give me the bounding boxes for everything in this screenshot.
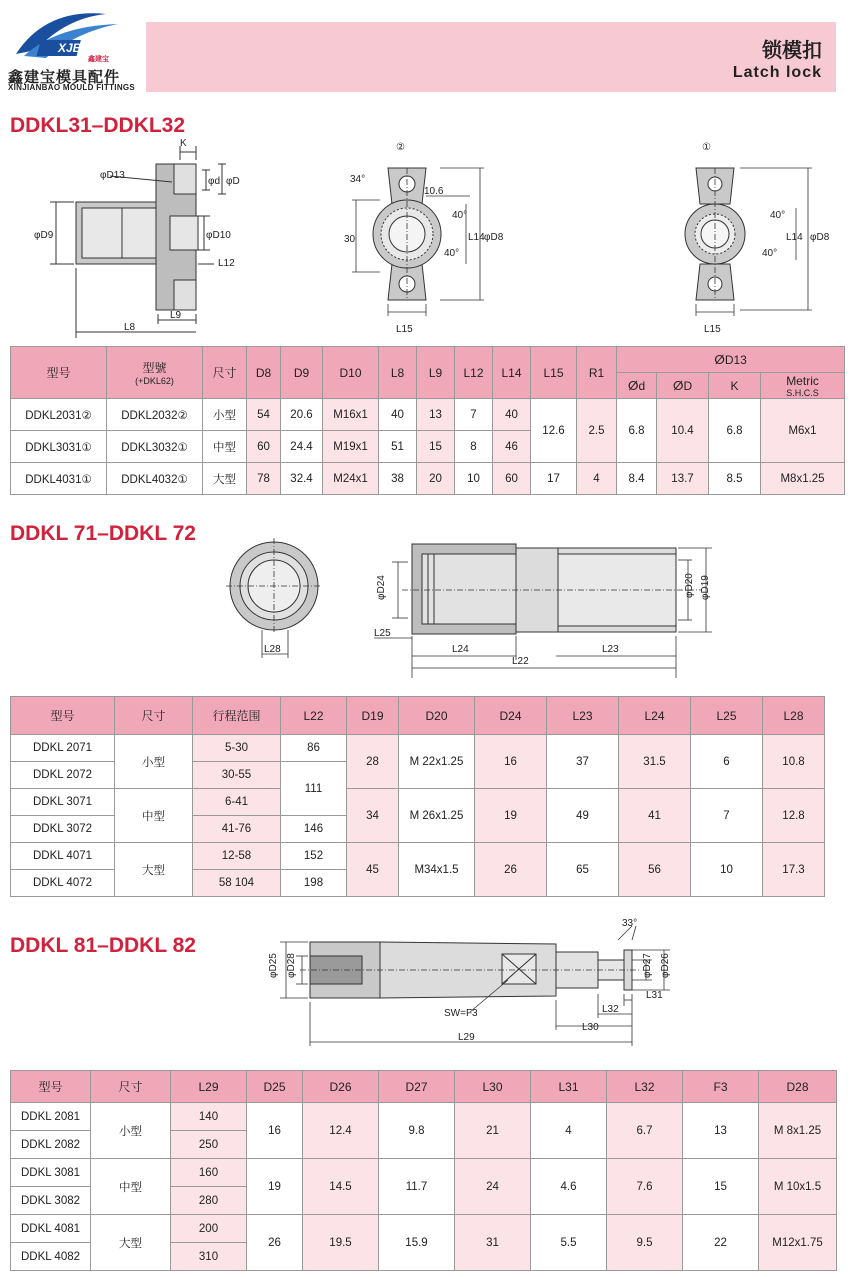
- cell-cD: 10.4: [657, 399, 709, 463]
- fig-label-l24: L24: [452, 644, 469, 655]
- th-d19: D19: [347, 697, 399, 735]
- cell-d26: 14.5: [303, 1159, 379, 1215]
- fig-label-angle-40a: 40°: [452, 210, 468, 221]
- fig-label-angle-40b: 40°: [444, 248, 460, 259]
- cell-d24: 16: [475, 735, 547, 789]
- cell-model-2: DDKL4032①: [107, 463, 203, 495]
- fig-label-l25: L25: [374, 628, 391, 639]
- fig-label-d28: φD28: [286, 953, 297, 978]
- table-row: [11, 789, 825, 816]
- cell-range: 12-58: [193, 843, 281, 870]
- section1-title: DDKL31–DDKL32: [10, 114, 186, 137]
- th-d26: D26: [303, 1071, 379, 1103]
- page-title-cn: 锁模扣: [762, 38, 822, 62]
- cell-size: 小型: [203, 399, 247, 431]
- cell-d10: M16x1: [323, 399, 379, 431]
- cell-d20: M34x1.5: [399, 843, 475, 897]
- cell-model: DDKL 4081: [11, 1215, 91, 1243]
- th-model-2-sub: (+DKL62): [135, 376, 174, 386]
- cell-d28: M 10x1.5: [759, 1159, 837, 1215]
- cell-range: 58 104: [193, 870, 281, 897]
- cell-d19: 28: [347, 735, 399, 789]
- cell-l25: 7: [691, 789, 763, 843]
- cell-l12: 7: [455, 399, 493, 431]
- sec1-side-view: [30, 138, 280, 338]
- fig-label-d8: φD8: [484, 232, 504, 243]
- fig-label-d27: φD27: [642, 953, 653, 978]
- logo-mark: XJB: [58, 41, 82, 55]
- th-d24: D24: [475, 697, 547, 735]
- cell-metric: M6x1: [761, 399, 845, 463]
- cell-d19: 45: [347, 843, 399, 897]
- section2-title: DDKL 71–DDKL 72: [10, 522, 196, 545]
- fig-label-circle2: ②: [396, 142, 405, 153]
- page-header: [0, 0, 850, 100]
- cell-r1: 4: [577, 463, 617, 495]
- th-d8: D8: [247, 347, 281, 399]
- cell-model: DDKL 3071: [11, 789, 115, 816]
- cell-l24: 31.5: [619, 735, 691, 789]
- cell-l8: 38: [379, 463, 417, 495]
- cell-model: DDKL 3082: [11, 1187, 91, 1215]
- th-d20: D20: [399, 697, 475, 735]
- fig-label-angle-40c: 40°: [770, 210, 786, 221]
- th-l25: L25: [691, 697, 763, 735]
- cell-l9: 15: [417, 431, 455, 463]
- cell-d26: 12.4: [303, 1103, 379, 1159]
- cell-l25: 6: [691, 735, 763, 789]
- cell-d20: M 22x1.25: [399, 735, 475, 789]
- th-k: K: [709, 373, 761, 399]
- th-size: 尺寸: [115, 697, 193, 735]
- fig-label-l31: L31: [646, 990, 663, 1001]
- cell-size: 小型: [91, 1103, 171, 1159]
- cell-f3: 22: [683, 1215, 759, 1271]
- th-l23: L23: [547, 697, 619, 735]
- cell-model: DDKL3031①: [11, 431, 107, 463]
- fig-label-d-big: φD: [226, 176, 240, 187]
- cell-l30: 31: [455, 1215, 531, 1271]
- logo-small-text: 鑫建宝: [88, 55, 109, 63]
- fig-label-l12: L12: [218, 258, 235, 269]
- cell-l29: 140: [171, 1103, 247, 1131]
- fig-label-d20: φD20: [684, 573, 695, 598]
- cell-model: DDKL 2082: [11, 1131, 91, 1159]
- fig-label-angle-33: 33°: [622, 918, 638, 929]
- cell-l29: 160: [171, 1159, 247, 1187]
- th-metric-text: Metric: [786, 373, 819, 388]
- cell-l12: 10: [455, 463, 493, 495]
- cell-size: 大型: [115, 843, 193, 897]
- cell-d28: M12x1.75: [759, 1215, 837, 1271]
- cell-k: 6.8: [709, 399, 761, 463]
- fig-label-d9: φD9: [34, 230, 54, 241]
- sec1-flange-view-1: [650, 132, 830, 340]
- cell-l14: 60: [493, 463, 531, 495]
- cell-l14: 40: [493, 399, 531, 431]
- cell-model: DDKL 2081: [11, 1103, 91, 1131]
- th-cd13: ⵁD13: [617, 347, 845, 373]
- cell-size: 中型: [203, 431, 247, 463]
- cell-l23: 65: [547, 843, 619, 897]
- title-banner: [146, 22, 836, 92]
- cell-l32: 9.5: [607, 1215, 683, 1271]
- cell-l22: 86: [281, 735, 347, 762]
- fig-label-l30: L30: [582, 1022, 599, 1033]
- th-d9: D9: [281, 347, 323, 399]
- th-l14: L14: [493, 347, 531, 399]
- cell-model: DDKL 4072: [11, 870, 115, 897]
- cell-size: 中型: [91, 1159, 171, 1215]
- cell-d9: 20.6: [281, 399, 323, 431]
- cell-l22: 111: [281, 762, 347, 816]
- cell-model: DDKL 4082: [11, 1243, 91, 1271]
- fig-label-d13: φD13: [100, 170, 125, 181]
- fig-label-d8-b: φD8: [810, 232, 830, 243]
- cell-l23: 37: [547, 735, 619, 789]
- cell-l32: 6.7: [607, 1103, 683, 1159]
- th-model-2: [107, 347, 203, 399]
- cell-d27: 11.7: [379, 1159, 455, 1215]
- th-l32: L32: [607, 1071, 683, 1103]
- cell-f3: 15: [683, 1159, 759, 1215]
- th-l8: L8: [379, 347, 417, 399]
- th-size: 尺寸: [91, 1071, 171, 1103]
- fig-label-k: K: [180, 138, 187, 149]
- fig-label-d19: φD19: [700, 575, 711, 600]
- fig-label-d24: φD24: [376, 575, 387, 600]
- fig-label-l23: L23: [602, 644, 619, 655]
- cell-l28: 10.8: [763, 735, 825, 789]
- th-l12: L12: [455, 347, 493, 399]
- th-l15: L15: [531, 347, 577, 399]
- table-row: [11, 1159, 837, 1187]
- fig-label-circle1: ①: [702, 142, 711, 153]
- cell-l12: 8: [455, 431, 493, 463]
- brand-name-cn: 鑫建宝模具配件: [8, 69, 121, 86]
- cell-cd: 6.8: [617, 399, 657, 463]
- cell-size: 小型: [115, 735, 193, 789]
- cell-d26: 19.5: [303, 1215, 379, 1271]
- sec3-side-view: [240, 906, 680, 1052]
- cell-l8: 51: [379, 431, 417, 463]
- cell-l32: 7.6: [607, 1159, 683, 1215]
- cell-d8: 60: [247, 431, 281, 463]
- fig-label-l14-b: L14: [786, 232, 803, 243]
- cell-d8: 78: [247, 463, 281, 495]
- th-range: 行程范围: [193, 697, 281, 735]
- th-r1: R1: [577, 347, 617, 399]
- fig-label-sw: SW=F3: [444, 1008, 478, 1019]
- cell-cd: 8.4: [617, 463, 657, 495]
- fig-label-l8: L8: [124, 322, 136, 333]
- cell-model-2: DDKL2032②: [107, 399, 203, 431]
- cell-l29: 200: [171, 1215, 247, 1243]
- cell-l24: 56: [619, 843, 691, 897]
- th-metric: [761, 373, 845, 399]
- cell-k: 8.5: [709, 463, 761, 495]
- cell-model: DDKL 3081: [11, 1159, 91, 1187]
- cell-d28: M 8x1.25: [759, 1103, 837, 1159]
- th-l24: L24: [619, 697, 691, 735]
- cell-l31: 5.5: [531, 1215, 607, 1271]
- table-row: [11, 463, 845, 495]
- th-d28: D28: [759, 1071, 837, 1103]
- table-row: [11, 399, 845, 431]
- cell-l30: 24: [455, 1159, 531, 1215]
- cell-model: DDKL 4071: [11, 843, 115, 870]
- th-f3: F3: [683, 1071, 759, 1103]
- cell-range: 5-30: [193, 735, 281, 762]
- cell-l30: 21: [455, 1103, 531, 1159]
- fig-label-d10: φD10: [206, 230, 231, 241]
- cell-model: DDKL4031①: [11, 463, 107, 495]
- table-row: [11, 1215, 837, 1243]
- th-cd: ⵁd: [617, 373, 657, 399]
- cell-model: DDKL 2072: [11, 762, 115, 789]
- cell-l24: 41: [619, 789, 691, 843]
- th-d27: D27: [379, 1071, 455, 1103]
- th-metric-sub: S.H.C.S: [786, 387, 819, 398]
- th-l31: L31: [531, 1071, 607, 1103]
- cell-f3: 13: [683, 1103, 759, 1159]
- sec1-spec-table: [10, 346, 845, 495]
- fig-label-d26: φD26: [660, 953, 671, 978]
- cell-size: 大型: [203, 463, 247, 495]
- table-row: [11, 1103, 837, 1131]
- table-row: [11, 843, 825, 870]
- fig-label-l15-b: L15: [704, 324, 721, 335]
- cell-d9: 24.4: [281, 431, 323, 463]
- cell-size: 大型: [91, 1215, 171, 1271]
- sec3-spec-table: [10, 1070, 837, 1271]
- fig-label-l9: L9: [170, 310, 182, 321]
- cell-l28: 12.8: [763, 789, 825, 843]
- fig-label-l32: L32: [602, 1004, 619, 1015]
- cell-model: DDKL 2071: [11, 735, 115, 762]
- cell-d27: 9.8: [379, 1103, 455, 1159]
- cell-d10: M19x1: [323, 431, 379, 463]
- cell-l31: 4.6: [531, 1159, 607, 1215]
- cell-l9: 20: [417, 463, 455, 495]
- cell-l8: 40: [379, 399, 417, 431]
- cell-l14: 46: [493, 431, 531, 463]
- fig-label-l15: L15: [396, 324, 413, 335]
- th-model: 型号: [11, 1071, 91, 1103]
- cell-model: DDKL 3072: [11, 816, 115, 843]
- fig-label-l22: L22: [512, 656, 529, 667]
- cell-l22: 198: [281, 870, 347, 897]
- th-size: 尺寸: [203, 347, 247, 399]
- th-l30: L30: [455, 1071, 531, 1103]
- th-model: 型号: [11, 347, 107, 399]
- cell-l22: 146: [281, 816, 347, 843]
- cell-l15: 17: [531, 463, 577, 495]
- cell-l9: 13: [417, 399, 455, 431]
- cell-l28: 17.3: [763, 843, 825, 897]
- th-l22: L22: [281, 697, 347, 735]
- cell-l15: 12.6: [531, 399, 577, 463]
- cell-d8: 54: [247, 399, 281, 431]
- cell-l25: 10: [691, 843, 763, 897]
- cell-d24: 19: [475, 789, 547, 843]
- cell-range: 6-41: [193, 789, 281, 816]
- th-l28: L28: [763, 697, 825, 735]
- cell-cD: 13.7: [657, 463, 709, 495]
- fig-label-angle-40d: 40°: [762, 248, 778, 259]
- th-model: 型号: [11, 697, 115, 735]
- th-d25: D25: [247, 1071, 303, 1103]
- cell-size: 中型: [115, 789, 193, 843]
- cell-d10: M24x1: [323, 463, 379, 495]
- table-row: [11, 735, 825, 762]
- brand-name-en: XINJIANBAO MOULD FITTINGS: [8, 83, 136, 92]
- cell-d24: 26: [475, 843, 547, 897]
- fig-label-width-10-6: 10.6: [424, 186, 444, 197]
- cell-l29: 280: [171, 1187, 247, 1215]
- fig-label-l14: L14: [468, 232, 485, 243]
- cell-d25: 19: [247, 1159, 303, 1215]
- sec2-spec-table: [10, 696, 825, 897]
- cell-model: DDKL2031②: [11, 399, 107, 431]
- fig-label-d-small: φd: [208, 176, 221, 187]
- th-model-2-text: 型號: [142, 361, 167, 375]
- fig-label-d25: φD25: [268, 953, 279, 978]
- cell-l31: 4: [531, 1103, 607, 1159]
- cell-l23: 49: [547, 789, 619, 843]
- th-cD: ⵁD: [657, 373, 709, 399]
- cell-d20: M 26x1.25: [399, 789, 475, 843]
- fig-label-angle-34: 34°: [350, 174, 366, 185]
- section3-title: DDKL 81–DDKL 82: [10, 934, 196, 957]
- cell-range: 30-55: [193, 762, 281, 789]
- sec2-side-view: [372, 538, 722, 678]
- cell-metric: M8x1.25: [761, 463, 845, 495]
- fig-label-l28: L28: [264, 644, 281, 655]
- cell-l29: 310: [171, 1243, 247, 1271]
- fig-label-height-30: 30: [344, 234, 356, 245]
- cell-l29: 250: [171, 1131, 247, 1159]
- th-l9: L9: [417, 347, 455, 399]
- cell-range: 41-76: [193, 816, 281, 843]
- cell-d27: 15.9: [379, 1215, 455, 1271]
- th-l29: L29: [171, 1071, 247, 1103]
- cell-model-2: DDKL3032①: [107, 431, 203, 463]
- sec1-flange-view-2: [340, 132, 510, 340]
- sec2-end-view: [220, 532, 330, 664]
- page-title-en: Latch lock: [732, 64, 822, 81]
- cell-d25: 16: [247, 1103, 303, 1159]
- cell-d19: 34: [347, 789, 399, 843]
- cell-d9: 32.4: [281, 463, 323, 495]
- fig-label-l29: L29: [458, 1032, 475, 1043]
- cell-r1: 2.5: [577, 399, 617, 463]
- th-d10: D10: [323, 347, 379, 399]
- cell-l22: 152: [281, 843, 347, 870]
- cell-d25: 26: [247, 1215, 303, 1271]
